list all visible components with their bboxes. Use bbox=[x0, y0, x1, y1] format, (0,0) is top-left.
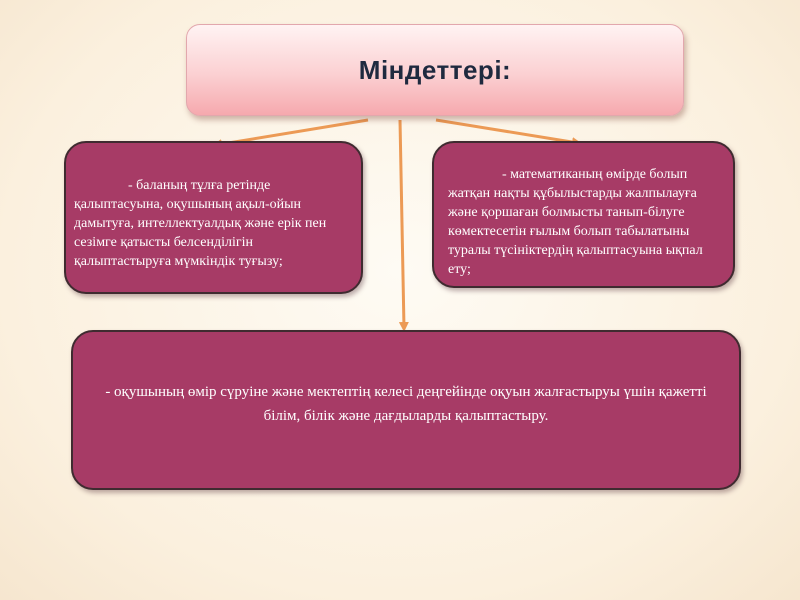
task-text-left: - баланың тұлға ретінде қалыптасуына, оқушының ақыл-ойын дамытуға, интеллектуалдық және ерік пен сезімге қатысты белсенділігін қалыптастыруға мүмкіндік туғызу; bbox=[74, 178, 327, 269]
arrow-to-bottom-box bbox=[400, 120, 404, 328]
task-text-right: - математиканың өмірде болып жатқан нақты құбылыстарды жалпылауға және қоршаған болмысты танып-білуге көмектесетін ғылым болып табылатыны туралы түсініктердің қалыптасуына ықпал ету; bbox=[448, 167, 703, 277]
task-box-left bbox=[64, 141, 363, 294]
title-text: Міндеттері: bbox=[358, 54, 512, 85]
title-box bbox=[186, 24, 684, 116]
arrow-to-right-box bbox=[436, 120, 578, 143]
task-box-right bbox=[432, 141, 735, 288]
task-text-bottom: - оқушының өмір сүруіне және мектептің келесі деңгейінде оқуын жалғастыруы үшін қажетті білім, білік және дағдыларды қалыптастыру. bbox=[105, 384, 707, 424]
task-box-bottom bbox=[71, 330, 741, 490]
